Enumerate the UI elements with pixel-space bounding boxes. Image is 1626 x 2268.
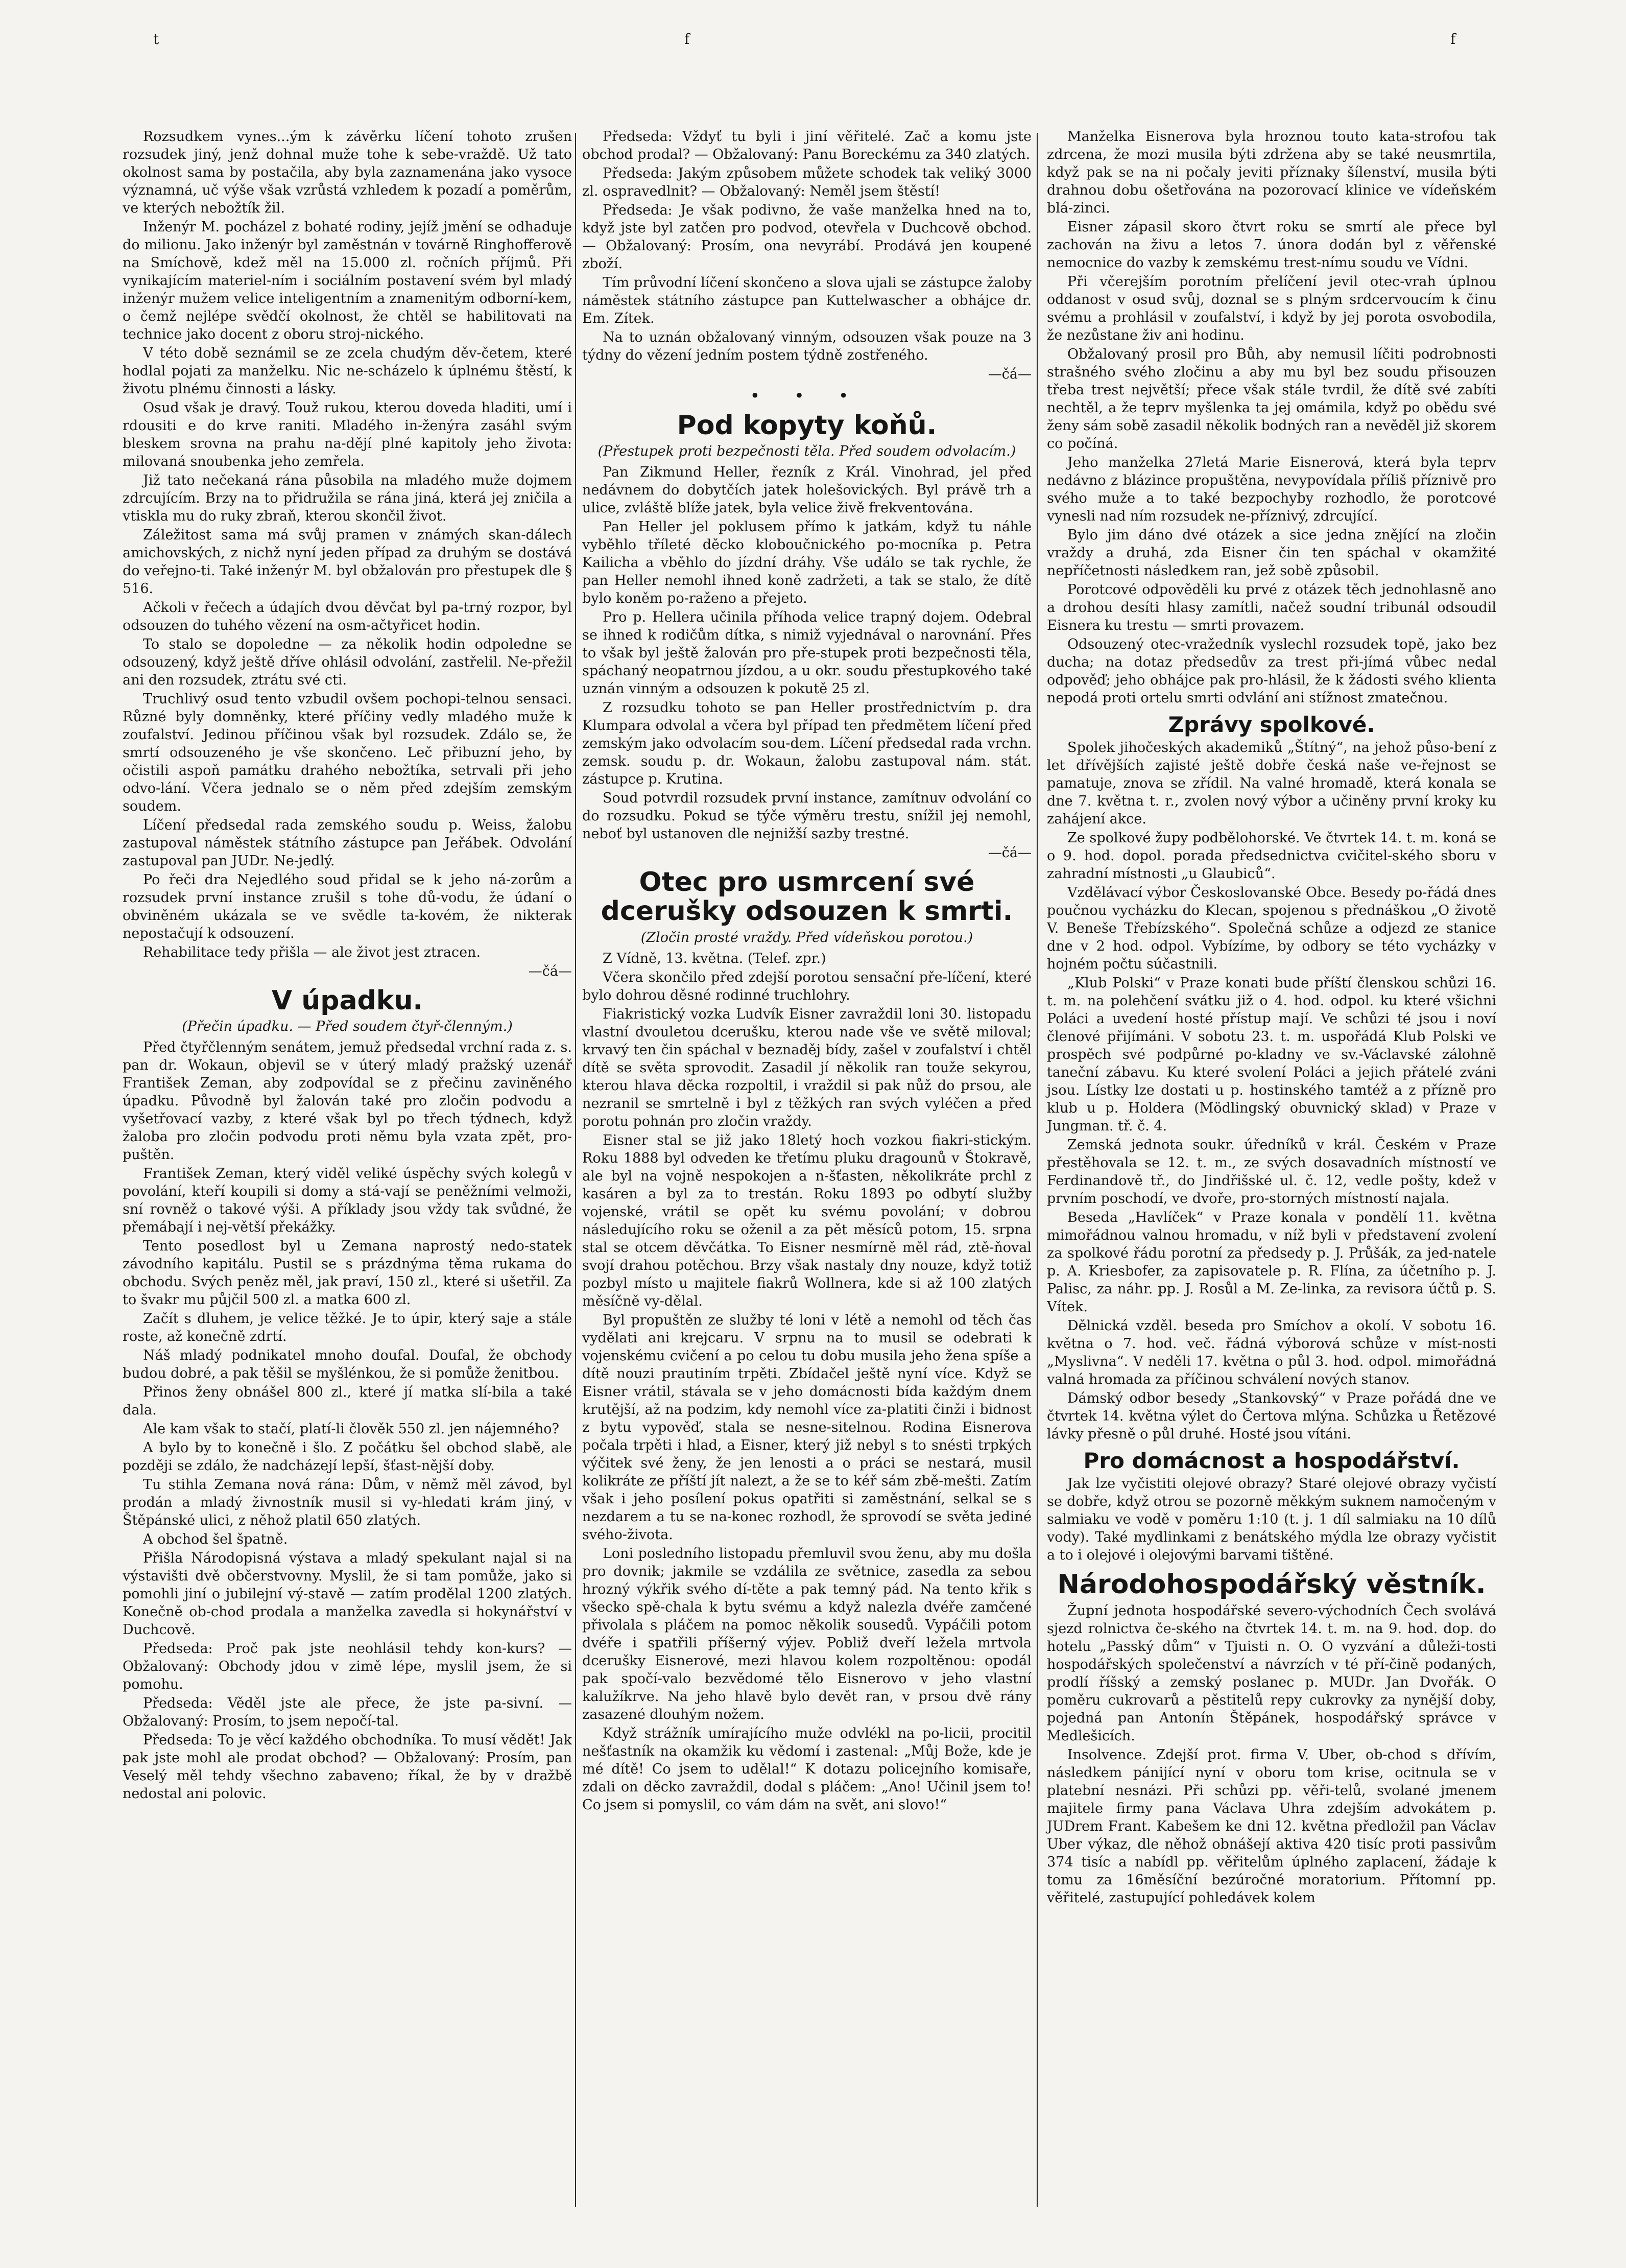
dateline: Z Vídně, 13. května. (Telef. zpr.) [603, 950, 826, 966]
paragraph: „Klub Polski“ v Praze konati bude příští členskou schůzi 16. t. m. na polehčení svátku již o 4. hod. odpol. ku které všichni Poláci a uvedení hosté přístup mají. Ve schůzi té jsou i noví členové přijímáni. V sobotu 23. t. m. uspořádá Klub Polski ve prospěch své podpůrné po-kladny ve sv.-Václavské zálohně taneční zábavu. Ku které svolení Poláci a jejich přátelé zváni jsou. Lístky lze dostati u p. hostinského tamtéž a z přízně pro klub u p. Holdera (Mödlingský obuvnický sklad) v Praze v Jungman. tř. č. 4. [1047, 975, 1496, 1135]
paragraph: Byl propuštěn ze služby té loni v létě a nemohl od těch čas vydělati ani krejcaru. V srpnu na to musil se odebrati k vojenskému cvičení a po celou tu dobu musila jeho žena spíše a dítě nouzi prautiním trpěti. Zbídačel ještě nyní více. Když se Eisner vrátil, stávala se v jeho domácnosti bída každým dnem krutější, až na podzim, kdy nemohl více za-platiti činži i bidnost z bytu vypověď, stala se nesne-sitelnou. Rodina Eisnerova počala trpěti i hlad, a Eisner, který již nebyl s to snésti trpkých výčitek své ženy, že jen lenosti a o práci se nestará, musil kolikráte ze příští jít nalezt, a že se to kéř sám zbě-mešti. Zatím však i jeho posílení pokus opatřiti si zaměstnání, selkal se s nezdarem a tu se na-konec rozhodl, že sprovodí se světa jediné svého-života. [582, 1312, 1032, 1543]
paragraph: Eisner stal se již jako 18letý hoch vozkou fiakri-stickým. Roku 1888 byl odveden ke třetímu pluku dragounů v Štokravě, ale byl na vojně nespokojen a n-šťasten, několikráte prchl z kasáren a byl za to trestán. Roku 1893 po odbytí služby vojenské, vrátil se opět ku svému povolání; v dobrou následujícího roku se oženil a za pět měsíců potom, 15. srpna stal se otcem děvčátka. To Eisner nesmírně měl rád, ztě-ňoval svojí drahou potěchou. Brzy však nastaly dny nouze, když totiž pozbyl místo u majitele fiakrů Wollnera, kde si až 100 zlatých měsíčně vy-dělal. [582, 1132, 1032, 1309]
paragraph: Předseda: To je věcí každého obchodníka. To musí vědět! Jak pak jste mohl ale prodat obchod? — Obžalovaný: Prosím, pan Veselý měl tehdy všechno zabaveno; říkal, že by v dražbě nedostal ani polovic. [123, 1732, 572, 1802]
paragraph: Předseda: Věděl jste ale přece, že jste pa-sivní. — Obžalovaný: Prosím, to jsem nepočí-tal. [123, 1695, 572, 1730]
paragraph: Líčení předsedal rada zemského soudu p. Weiss, žalobu zastupoval náměstek státního zástupce pan Jeřábek. Odvolání zastupoval pan JUDr. Ne-jedlý. [123, 817, 572, 869]
column-2 [572, 128, 1032, 2212]
subheadline: (Zločin prosté vraždy. Před vídeňskou porotou.) [640, 929, 973, 946]
paragraph: Na to uznán obžalovaný vinným, odsouzen však pouze na 3 týdny do vězení jedním postem týdně zostřeného. [582, 329, 1032, 363]
paragraph: Předseda: Vždyť tu byli i jiní věřitelé. Zač a komu jste obchod prodal? — Obžalovaný: Panu Boreckému za 340 zlatých. [582, 129, 1032, 162]
paragraph: Předseda: Proč pak jste neohlásil tehdy kon-kurs? — Obžalovaný: Obchody jdou v zimě lépe, myslil jsem, že si pomohu. [123, 1641, 572, 1693]
paragraph: Pan Zikmund Heller, řezník z Král. Vinohrad, jel před nedávnem do dobytčích jatek holešovických. Byl právě trh a ulice, zvláště blíže jatek, byla velice živě frekventována. [582, 464, 1032, 516]
paragraph: Beseda „Havlíček“ v Praze konala v pondělí 11. května mimořádnou valnou hromadu, v níž byli v představení zvolení za spolkové řádu porotní za předsedy p. J. Průšák, za jed-natele p. A. Kriesbofer, za zapisovatele p. R. Flína, za účetního p. J. Palisc, za náhr. pp. J. Rosůl a M. Ze-linka, za revisora účtů p. S. Vítek. [1047, 1210, 1496, 1315]
paragraph: Dělnická vzděl. beseda pro Smíchov a okolí. V sobotu 16. května o 7. hod. več. řádná výborová schůze v míst-nosti „Myslivna“. V neděli 17. května o půl 3. hod. odpol. mimořádná valná hromada za příčinou schválení nových stanov. [1047, 1318, 1496, 1388]
headline-pod-kopyty-konu: Pod kopyty koňů. [677, 410, 937, 441]
paragraph: Jeho manželka 27letá Marie Eisnerová, která byla teprv nedávno z blázince propuštěna, nevypovídala příliš příznivě pro svého muže a to také bezpochyby rozhodlo, že porotcové vynesli nad ním rozsudek ne-příznivý, zdrcující. [1047, 455, 1496, 524]
paragraph: Fiakristický vozka Ludvík Eisner zavraždil loni 30. listopadu vlastní dvouletou dcerušku, kterou nade vše ve světě miloval; krvavý ten čin spáchal v beznaděj bídy, zašel v zoufalství i chtěl dítě se světa sprovodit. Zasadil jí několik ran touže sekyrou, kterou hlava děcka rozpoltil, i vraždil si pak nůž do prsou, ale nezranil se smrtelně i byl z těžkých ran svých vyléčen a před porotu pohnán pro zločin vraždy. [582, 1006, 1032, 1129]
paragraph: Z rozsudku tohoto se pan Heller prostřednictvím p. dra Klumpara odvolal a včera byl případ ten předmětem líčení před zemským jako odvolacím sou-dem. Líčení předsedal rada vrchn. zemsk. soudu p. dr. Wokaun, žalobu zastupoval nám. stát. zástupce p. Krutina. [582, 700, 1032, 788]
column-1 [123, 128, 572, 2212]
paragraph: A obchod šel špatně. [143, 1531, 288, 1548]
paragraph: Loni posledního listopadu přemluvil svou ženu, aby mu došla pro dovnik; jakmile se vzdálila ze světnice, zasedla za sebou hrozný výkřik svého dí-těte a pak temný pád. Na tento křik s všecko spě-chala k bytu svému a když nalezla dvéře zamčené přivolala s pláčem na pomoc několik sousedů. Vypáčili potom dvéře i spatřili příšerný výjev. Pobliž dveří ležela mrtvola dcerušky Eisnerové, mezi hlavou kolem rozpoltěnou: opodál pak spočí-valo bezvědomé tělo Eisnerovo v jeho vlastní kalužíkrve. Na jeho hlavě bylo devět ran, v prsou dvě rány zasazené dlouhým nožem. [582, 1545, 1032, 1722]
paragraph: Tento posedlost byl u Zemana naprostý nedo-statek závodního kapitálu. Pustil se s prázdnýma těma rukama do obchodu. Svých peněz měl, jak praví, 150 zl., které si ušetřil. Za to švakr mu půjčil 500 zl. a matka 600 zl. [123, 1238, 572, 1308]
paragraph: Již tato nečekaná rána působila na mladého muže dojmem zdrcujícím. Brzy na to přidružila se rána jiná, která jej zničila a vtiskla mu do ruky zbraň, kterou skončil život. [123, 472, 572, 524]
headline-otec-pro-usmrceni: Otec pro usmrcení své dcerušky odsouzen k smrti. [601, 867, 1013, 927]
paragraph: Župní jednota hospodářské severo-východních Čech svolává sjezd rolnictva če-ského na čtvrtek 14. t. m. na 9. hod. dop. do hotelu „Passký dům“ v Tjuisti n. O. O vyzvání a důleži-tosti hospodářských společenství a návrzích v té pří-čině podaných, prodlí říšský a zemský poslanec p. MUDr. Jan Dvořák. O poměru cukrovarů a pěstitelů repy cukrovky za nynější doby, pojedná pan Antonín Štěpánek, hospodářský správce v Medlešicích. [1047, 1602, 1496, 1744]
paragraph: Osud však je dravý. Touž rukou, kterou doveda hladiti, umí i rdousiti e do krve raniti. Mladého in-ženýra zasáhl svým bleskem srovna na prahu na-dějí plné kapitoly jeho života: milovaná snoubenka jeho zemřela. [123, 400, 572, 469]
headline-narodohospodarsky-vestnik: Národohospodářský věstník. [1057, 1569, 1486, 1600]
paragraph: A bylo by to konečně i šlo. Z počátku šel obchod slabě, ale později se zdálo, že nadcházejí lepší, šťast-nější doby. [123, 1440, 572, 1474]
paragraph: Přinos ženy obnášel 800 zl., které jí matka slí-bila a také dala. [123, 1384, 572, 1419]
section-separator: • • • [750, 388, 864, 404]
paragraph: Jak lze vyčistiti olejové obrazy? Staré olejové obrazy vyčistí se dobře, když otrou se pozorně měkkým suknem namočeným v salmiaku ve vodě v poměru 1:10 (t. j. 1 díl salmiaku na 10 dílů vody). Také mydlinkami z benátského mýdla lze obrazy vyčistit a to i olejové i olejovými barvami tištěné. [1047, 1476, 1496, 1564]
top-mark-right: f [1450, 31, 1456, 48]
top-mark-left: t [153, 31, 159, 48]
signature: —čá— [528, 963, 572, 979]
paragraph: Při včerejším porotním přelíčení jevil otec-vrah úplnou oddanost v osud svůj, doznal se s plným srdcervoucím k činu svému a prohlásil v zoufalství, i když by jej porota osvobodila, že nezůstane živ ani hodinu. [1047, 274, 1496, 343]
paragraph: Dámský odbor besedy „Stankovský“ v Praze pořádá dne ve čtvrtek 14. května výlet do Čertova mlýna. Schůzka u Řetězové lávky přesně o půl druhé. Hosté jsou vítáni. [1047, 1390, 1496, 1443]
column-3 [1037, 128, 1496, 2212]
paragraph: Pan Heller jel poklusem přímo k jatkám, když tu náhle vyběhlo tříleté děcko kloboučnického po-mocníka p. Petra Kailicha a vběhlo do jízdní dráhy. Vše událo se tak rychle, že pan Heller nemohl ihned koně zadržeti, a tak se stalo, že dítě bylo koněm po-raženo a přejeto. [582, 519, 1032, 607]
top-mark-center: f [684, 31, 690, 48]
paragraph: Tu stihla Zemana nová rána: Dům, v němž měl závod, byl prodán a mladý živnostník musil si vy-hledati krám jiný, v Štěpánské ulici, z něhož platil 650 zlatých. [123, 1477, 572, 1529]
paragraph: Manželka Eisnerova byla hroznou touto kata-strofou tak zdrcena, že mozi musila býti zdržena aby se také neusmrtila, když pak se na ni počaly jeviti příznaky šílenství, musila býti drahnou dobu ošetřována na pozorovací klinice ve vídeňském blá-zinci. [1047, 129, 1496, 216]
subheadline: (Přečin úpadku. — Před soudem čtyř-členným.) [182, 1019, 513, 1035]
paragraph: František Zeman, který viděl veliké úspěchy svých kolegů v povolání, kteří koupili si domy a stá-vají se peněžními velmoži, sní rovněž o takové výši. A příklady jsou vždy tak svůdné, že přemábají i nej-větší překážky. [123, 1166, 572, 1236]
headline-v-upadku: V úpadku. [271, 985, 423, 1016]
paragraph: Inženýr M. pocházel z bohaté rodiny, jejíž jmění se odhaduje do milionu. Jako inženýr byl zaměstnán v továrně Ringhofferově na Smíchově, kdež měl na 15.000 zl. ročních příjmů. Při vynikajícím materiel-ním i sociálním postavení svém byl mladý inženýr mužem velice inteligentním a znamenitým odborní-kem, o čemž nejlépe svědčí okolnost, že chtěl se habilitovati na technice jako docent z oboru stroj-nického. [123, 219, 572, 342]
paragraph: Porotcové odpověděli ku prvé z otázek těch jednohlasně ano a drohou desíti hlasy zamítli, načež soudní tribunál odsoudil Eisnera ku trestu — smrti provazem. [1047, 582, 1496, 633]
paragraph: Pro p. Hellera učinila příhoda velice trapný dojem. Odebral se ihned k rodičům dítka, s nimiž vyjednával o narovnání. Přes to však byl ještě žalován pro pře-stupek proti bezpečnosti těla, spáchaný neopatrnou jízdou, a u okr. soudu přestupkového také uznán vinným a odsouzen k pokutě 25 zl. [582, 609, 1032, 697]
paragraph: Eisner zápasil skoro čtvrt roku se smrtí ale přece byl zachován na živu a letos 7. února dodán byl z věřenské nemocnice do vazby k zemskému trest-nímu soudu ve Vídni. [1047, 219, 1496, 271]
paragraph: Předseda: Je však podivno, že vaše manželka hned na to, když jste byl zatčen pro podvod, otevřela v Duchcově obchod. — Obžalovaný: Prosím, ona nevyrábí. Prodává jen koupené zboží. [582, 202, 1032, 272]
paragraph: V této době seznámil se ze zcela chudým děv-četem, které hodlal pojati za manželku. Nic ne-scházelo k úplnému štěstí, k životu plnému činnosti a lásky. [123, 345, 572, 397]
paragraph: Ale kam však to stačí, platí-li člověk 550 zl. jen nájemného? [143, 1421, 559, 1437]
paragraph: Odsouzený otec-vražedník vyslechl rozsudek topě, jako bez ducha; na dotaz předsedův za trest při-jímá vůbec nedal odpověď; jeho obhájce pak pro-hlásil, že k žádosti svého klienta nepodá proti ortelu smrti odvlání ani stížnost zmatečnou. [1047, 636, 1496, 706]
headline-pro-domacnost: Pro domácnost a hospodářství. [1083, 1448, 1460, 1474]
paragraph: Spolek jihočeských akademiků „Štítný“, na jehož půso-bení z let dřívějších zajisté ještě dobře česká naše ve-řejnost se pamatuje, znova se zřídil. Na valné hromadě, která konala se dne 7. května t. r., zvolen nový výbor a učiněny první kroky ku zahájení akce. [1047, 740, 1496, 828]
paragraph: Včera skončilo před zdejší porotou sensační pře-líčení, které bylo dohrou děsné rodinné truchlohry. [582, 969, 1032, 1003]
paragraph: Rehabilitace tedy přišla — ale život jest ztracen. [143, 944, 481, 960]
paragraph: Předseda: Jakým způsobem můžete schodek tak veliký 3000 zl. ospravedlnit? — Obžalovaný: Neměl jsem štěstí! [582, 166, 1032, 199]
paragraph: Ačkoli v řečech a údajích dvou děvčat byl pa-trný rozpor, byl odsouzen do tuhého vězení na osm-ačtyřicet hodin. [123, 600, 572, 633]
headline-zpravy-spolkove: Zprávy spolkové. [1168, 712, 1375, 737]
paragraph: Vzdělávací výbor Českoslovanské Obce. Besedy po-řádá dnes poučnou vycházku do Klecan, spojenou s přednáškou „O životě V. Beneše Třebízského“. Společná schůze a odjezd ze stanice dne v 2 hod. odpol. Vybízíme, by odbory se této vycházky v hojném počtu súčastnili. [1047, 885, 1496, 973]
paragraph: Ze spolkové župy podbělohorské. Ve čtvrtek 14. t. m. koná se o 9. hod. dopol. porada předsednictva cvičitel-ského sboru v zahradní místnosti „u Glaubiců“. [1047, 830, 1496, 882]
paragraph: Rozsudkem vynes...ým k závěrku líčení tohoto zrušen rozsudek jiný, jenž dohnal muže tohe k sebe-vraždě. Už tato okolnost sama by postačila, aby byla zaznamenána jako vysoce významná, uč výše však vzrůstá vzhledem k pozadí a poměrům, ve kterých nebožtík žil. [123, 129, 572, 216]
signature: —čá— [988, 845, 1032, 861]
paragraph: Po řeči dra Nejedlého soud přidal se k jeho ná-zorům a rozsudek první instance zrušil s tohe dů-vodu, že údaní o obviněném ukázala se ve svědle ta-kovém, že nikterak nepostačují k odsouzení. [123, 872, 572, 941]
paragraph: To stalo se dopoledne — za několik hodin odpoledne se odsouzený, když ještě dříve ohlásil odvolání, zastřelil. Ne-přežil ani den rozsudek, ztrátu své cti. [123, 636, 572, 688]
paragraph: Bylo jim dáno dvé otázek a sice jedna znějící na zločin vraždy a druhá, zda Eisner čin ten spáchal v okamžité nepříčetnosti následkem ran, jež sobě způsobil. [1047, 527, 1496, 579]
paragraph: Obžalovaný prosil pro Bůh, aby nemusil líčiti podrobnosti strašného svého zločinu a aby mu byl bez soudu přisouzen třeba trest největší; přece však stále tvrdil, že dítě své zabíti nechtěl, a že teprv myšlenka ta jej omámila, když po obědu své ženy sám sobě zasadil několik bodných ran a nevěděl již skorem co počíná. [1047, 346, 1496, 452]
paragraph: Přišla Národopisná výstava a mladý spekulant najal si na výstavišti dvě občerstvovny. Myslil, že si tam pomůže, jako si pomohli jiní o jubilejní vý-stavě — zatím prodělal 1200 zlatých. Konečně ob-chod prodala a manželka zavedla si hokynářství v Duchcově. [123, 1550, 572, 1638]
paragraph: Náš mladý podnikatel mnoho doufal. Doufal, že obchody budou dobré, a pak těšil se myšlénkou, že si pomůže ženitbou. [123, 1348, 572, 1382]
paragraph: Truchlivý osud tento vzbudil ovšem pochopi-telnou sensaci. Různé byly domněnky, které příčiny vedly mladého muže k zoufalství. Jedinou příčinou však byl rozsudek. Zdálo se, že smrtí odsouzeného je vše skončeno. Leč přibuzní jeho, by očistili aspoň památku drahého nebožtíka, setrvali při jeho odvo-lání. Včera jednalo se o něm před zdejším zemským soudem. [123, 691, 572, 814]
paragraph: Když strážník umírajícího muže odvlékl na po-licii, procitil nešťastník na okamžik ku vědomí i zastenal: „Můj Bože, kde je mé dítě! Co jsem to udělal!“ K dotazu policejního komisaře, zdali on děcko zavraždil, dodal s pláčem: „Ano! Učinil jsem to! Co jsem si pomyslil, co vám dám na svět, ani slovo!“ [582, 1725, 1032, 1813]
paragraph: Před čtyřčlenným senátem, jemuž předsedal vrchní rada z. s. pan dr. Wokaun, objevil se v úterý mladý pražský uzenář František Zeman, aby zodpovídal se z přečinu zaviněného úpadku. Původně byl žalován také pro zločin podvodu a vyšetřovací vazby, z které však byl po třech týdnech, když žaloba pro zločin podvodu proti němu byla vzata zpět, pro-puštěn. [123, 1040, 572, 1163]
paragraph: Tím průvodní líčení skončeno a slova ujali se zástupce žaloby náměstek státního zástupce pan Kuttelwascher a obhájce dr. Em. Zítek. [582, 275, 1032, 326]
paragraph: Soud potvrdil rozsudek první instance, zamítnuv odvolání co do rozsudku. Pokud se týče výměru trestu, snížil jej nemohl, neboť byl ustanoven dle nejnižší sazby trestné. [582, 790, 1032, 842]
paragraph: Zemská jednota soukr. úředníků v král. Českém v Praze přestěhovala se 12. t. m., ze svých dosavadních místností ve Ferdinandově tř., do Jindřišské ul. č. 12, vedle pošty, kdež v prvním poschodí, ve dvoře, pro-storných místností najala. [1047, 1137, 1496, 1207]
paragraph: Insolvence. Zdejší prot. firma V. Uber, ob-chod s dřívím, následkem pánijící nyní v oboru tom krise, ocitnula se v platební nesnázi. Při schůzi pp. věři-telů, svolané jmenem majitele firmy pana Václava Uhra zdejším advokátem p. JUDrem Frant. Kabešem ke dni 12. května předložil pan Václav Uber výkaz, dle něhož obnášejí aktiva 420 tisíc proti passivům 374 tisíc a nabídl pp. věřitelům úplného zaplacení, žádaje k tomu za 16měsíční bezúročné moratorium. Přítomní pp. věřitelé, zastupující pohledávek kolem [1047, 1746, 1496, 1906]
subheadline: (Přestupek proti bezpečnosti těla. Před soudem odvolacím.) [597, 443, 1016, 460]
paragraph: Záležitost sama má svůj pramen v známých skan-dálech amichovských, z nichž nyní jeden případ za druhým se dostává do veřejno-ti. Také inženýr M. byl obžalován pro přestupek dle § 516. [123, 527, 572, 597]
signature: —čá— [988, 366, 1032, 382]
paragraph: Začít s dluhem, je velice těžké. Je to úpir, který saje a stále roste, až konečně zdrtí. [123, 1311, 572, 1345]
